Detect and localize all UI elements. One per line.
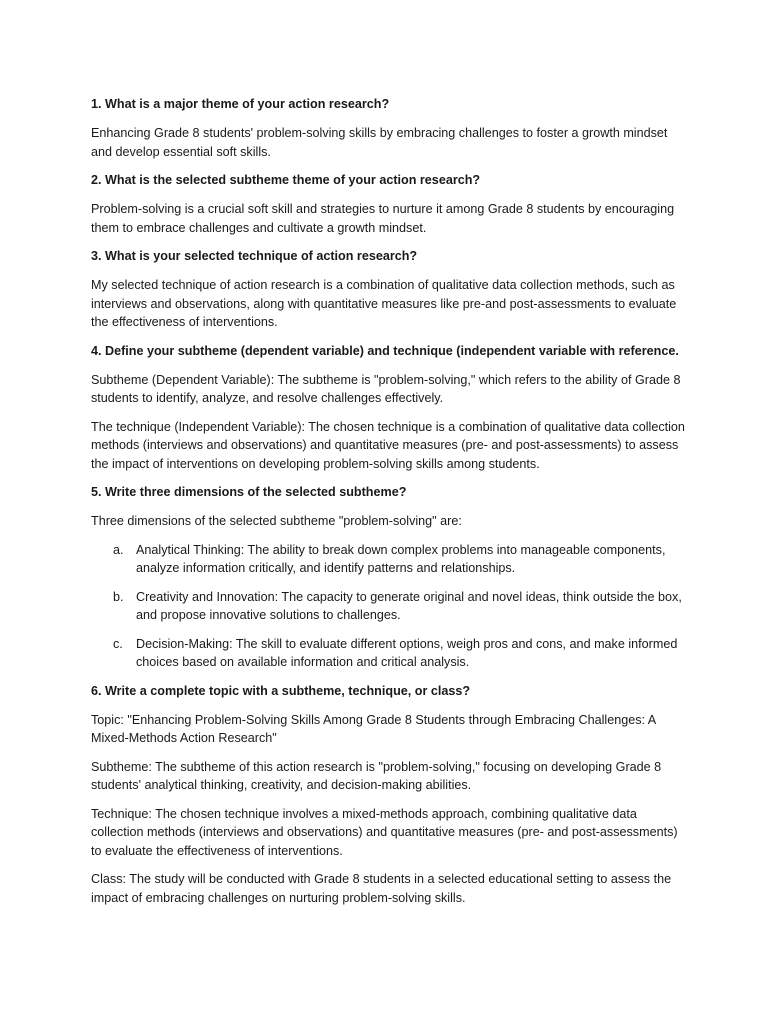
answer-6-topic: Topic: "Enhancing Problem-Solving Skills Among Grade 8 Students through Embracing Challenges: A Mixed-Methods Action Research": [91, 712, 656, 745]
answer-3-paragraph: My selected technique of action research is a combination of qualitative data collection methods, such as interviews and observations, along with quantitative measures like pre-and post-assessments to evaluate the effectiveness of interventions.: [91, 278, 677, 329]
answer-5-intro: Three dimensions of the selected subtheme "problem-solving" are:: [91, 514, 462, 528]
answer-4-paragraph-subtheme: Subtheme (Dependent Variable): The subtheme is "problem-solving," which refers to the ability of Grade 8 students to identify, analyze, and resolve challenges effectively.: [91, 372, 681, 405]
answer-6-class: Class: The study will be conducted with Grade 8 students in a selected educational setting to assess the impact of embracing challenges on nurturing problem-solving skills.: [91, 872, 672, 905]
question-6: 6. Write a complete topic with a subtheme, technique, or class?: [91, 683, 471, 698]
list-item: [91, 588, 688, 625]
list-marker: c.: [113, 636, 123, 651]
list-item-text: Creativity and Innovation: The capacity to generate original and novel ideas, think outside the box, and propose innovative solutions to challenges.: [136, 589, 682, 622]
question-4: 4. Define your subtheme (dependent variable) and technique (independent variable with reference.: [91, 343, 679, 358]
answer-6-technique: Technique: The chosen technique involves a mixed-methods approach, combining qualitative data collection methods (interviews and observations) and quantitative measures (pre- and post-assessments) to evaluate the effectiveness of interventions.: [91, 806, 678, 858]
answer-6-subtheme: Subtheme: The subtheme of this action research is "problem-solving," focusing on developing Grade 8 students' analytical thinking, creativity, and decision-making abilities.: [91, 759, 662, 792]
answer-2-paragraph: Problem-solving is a crucial soft skill and strategies to nurture it among Grade 8 students by encouraging them to embrace challenges and cultivate a growth mindset.: [91, 202, 675, 235]
list-marker: b.: [113, 589, 124, 604]
list-item: [91, 541, 688, 578]
question-1: 1. What is a major theme of your action research?: [91, 97, 390, 111]
list-item-text: Decision-Making: The skill to evaluate different options, weigh pros and cons, and make informed choices based on available information and critical analysis.: [136, 636, 678, 669]
list-item: [91, 635, 688, 672]
answer-4-paragraph-technique: The technique (Independent Variable): The chosen technique is a combination of qualitative data collection methods (interviews and observations) and quantitative measures (pre- and post-assessments) to assess the impact of interventions on developing problem-solving skills among students.: [91, 419, 685, 471]
question-5: 5. Write three dimensions of the selected subtheme?: [91, 485, 407, 499]
question-3: 3. What is your selected technique of action research?: [91, 249, 418, 263]
list-marker: a.: [113, 542, 124, 557]
dimensions-list: [91, 541, 688, 672]
list-item-text: Analytical Thinking: The ability to break down complex problems into manageable components, analyze information critically, and identify patterns and relationships.: [136, 542, 666, 575]
question-2: 2. What is the selected subtheme theme of your action research?: [91, 173, 481, 187]
answer-1-paragraph: Enhancing Grade 8 students' problem-solving skills by embracing challenges to foster a growth mindset and develop essential soft skills.: [91, 126, 668, 159]
